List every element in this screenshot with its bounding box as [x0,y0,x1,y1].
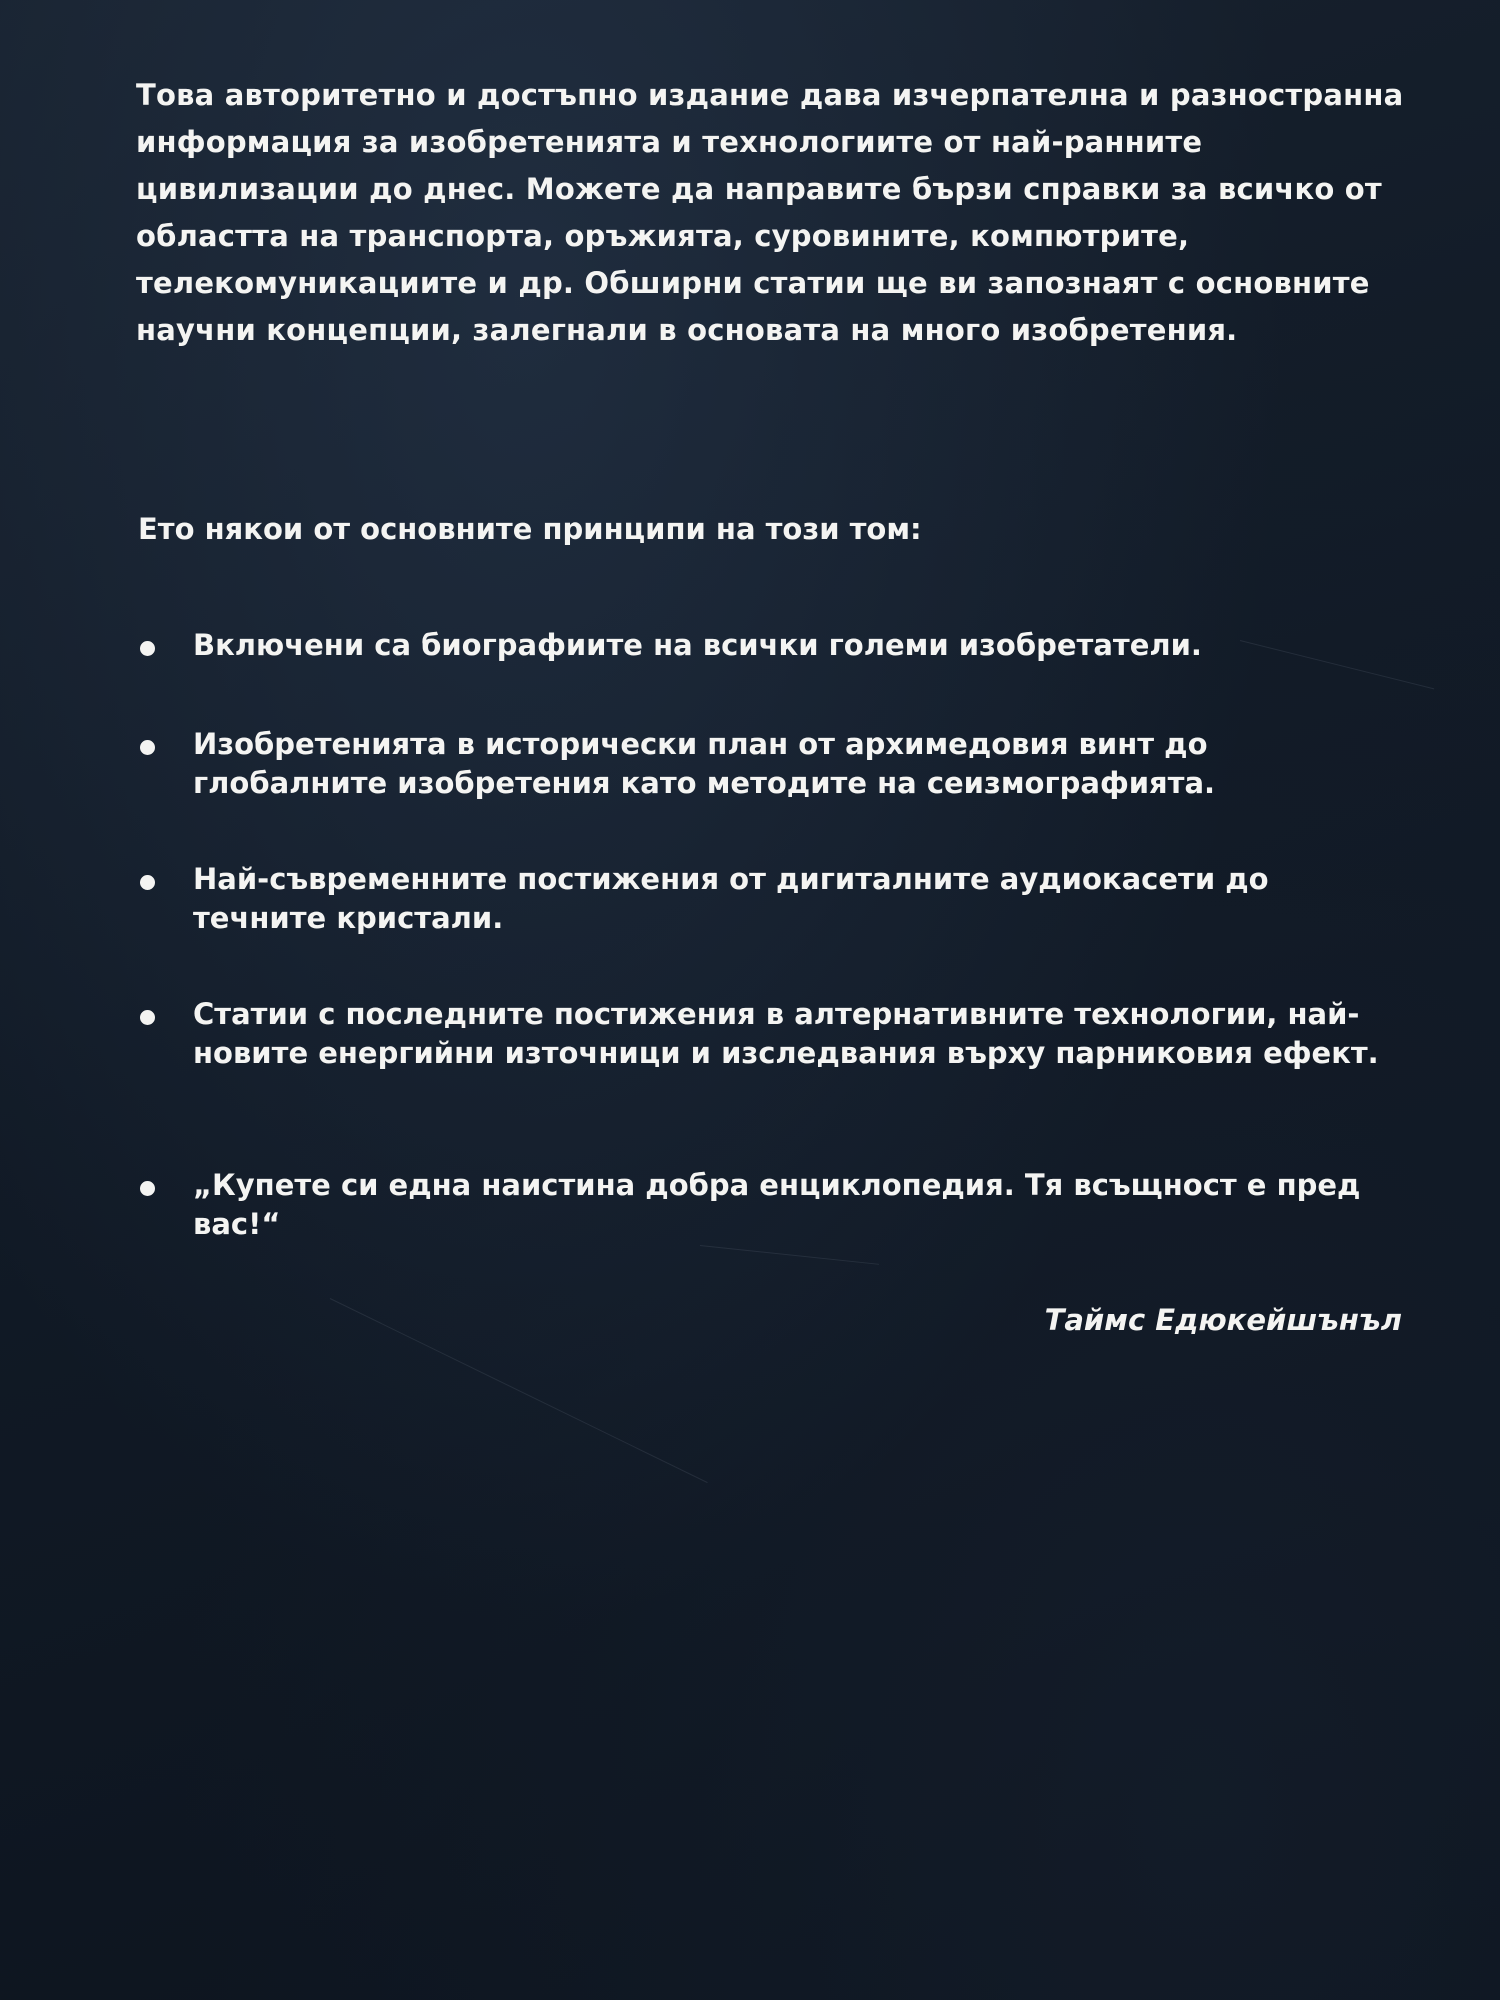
bullet-icon [140,740,155,755]
quote-attribution: Таймс Едюкейшънъл [1044,1303,1402,1337]
list-item-text: Включени са биографиите на всички големи изобретатели. [193,628,1202,662]
list-item [140,995,1410,1073]
surface-scratch [330,1298,708,1483]
list-item [140,1166,1410,1244]
list-item-text: Статии с последните постижения в алтернативните технологии, най-новите енергийни източници и изследвания върху парниковия ефект. [193,997,1379,1070]
bullet-icon [140,1181,155,1196]
intro-paragraph: Това авторитетно и достъпно издание дава изчерпателна и разностранна информация за изобретенията и технологиите от най-ранните цивилизации до днес. Можете да направите бързи справки за всичко от областта на транспорта, оръжията, суровините, компютрите, телекомуникациите и др. Обширни статии ще ви запознаят с основните научни концепции, залегнали в основата на много изобретения. [136,78,1404,347]
principles-heading: Ето някои от основните принципи на този том: [138,512,922,546]
bullet-icon [140,875,155,890]
list-item-text: Най-съвременните постижения от дигиталните аудиокасети до течните кристали. [193,862,1269,935]
list-item [140,725,1410,803]
list-item [140,626,1410,665]
list-item [140,860,1410,938]
list-item-text: „Купете си една наистина добра енциклопедия. Тя всъщност е пред вас!“ [193,1168,1361,1241]
list-item-text: Изобретенията в исторически план от архимедовия винт до глобалните изобретения като методите на сеизмографията. [193,727,1216,800]
bullet-icon [140,1010,155,1025]
surface-scratch [700,1245,879,1265]
bullet-icon [140,641,155,656]
